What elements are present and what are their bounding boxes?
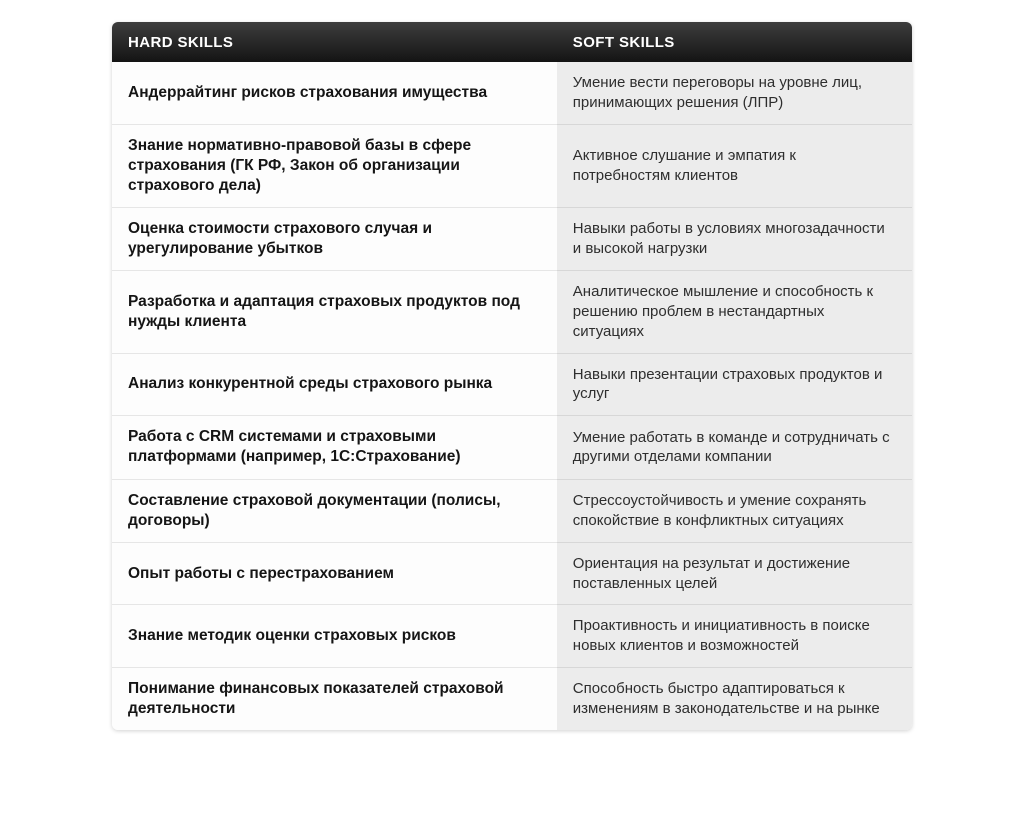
hard-skill-cell: Понимание финансовых показателей страховой деятельности	[112, 668, 557, 730]
soft-skills-column-header: SOFT SKILLS	[572, 33, 675, 51]
table-row	[112, 208, 912, 271]
table-header	[112, 22, 912, 62]
table-row	[112, 668, 912, 730]
table-body	[112, 62, 912, 730]
soft-skill-cell: Аналитическое мышление и способность к решению проблем в нестандартных ситуациях	[557, 271, 912, 353]
table-row	[112, 480, 912, 543]
hard-skill-cell: Опыт работы с перестрахованием	[112, 543, 557, 606]
hard-skill-cell: Андеррайтинг рисков страхования имущества	[112, 62, 557, 125]
soft-skill-cell: Ориентация на результат и достижение поставленных целей	[557, 543, 912, 606]
table-row	[112, 62, 912, 125]
hard-skill-cell: Знание методик оценки страховых рисков	[112, 605, 557, 668]
hard-skill-cell: Работа с CRM системами и страховыми платформами (например, 1С:Страхование)	[112, 416, 557, 479]
hard-skill-cell: Составление страховой документации (полисы, договоры)	[112, 480, 557, 543]
hard-skill-cell: Оценка стоимости страхового случая и урегулирование убытков	[112, 208, 557, 271]
soft-skill-cell: Навыки презентации страховых продуктов и услуг	[557, 354, 912, 417]
table-row	[112, 271, 912, 353]
hard-skill-cell: Анализ конкурентной среды страхового рынка	[112, 354, 557, 417]
soft-skill-cell: Умение вести переговоры на уровне лиц, принимающих решения (ЛПР)	[557, 62, 912, 125]
table-row	[112, 605, 912, 668]
table-row	[112, 543, 912, 606]
soft-skill-cell: Активное слушание и эмпатия к потребностям клиентов	[557, 125, 912, 208]
soft-skill-cell: Навыки работы в условиях многозадачности и высокой нагрузки	[557, 208, 912, 271]
table-row	[112, 354, 912, 417]
soft-skill-cell: Умение работать в команде и сотрудничать с другими отделами компании	[557, 416, 912, 479]
table-row	[112, 416, 912, 479]
hard-skill-cell: Знание нормативно-правовой базы в сфере страхования (ГК РФ, Закон об организации страхового дела)	[112, 125, 557, 208]
hard-skill-cell: Разработка и адаптация страховых продуктов под нужды клиента	[112, 271, 557, 353]
soft-skill-cell: Способность быстро адаптироваться к изменениям в законодательстве и на рынке	[557, 668, 912, 730]
soft-skill-cell: Проактивность и инициативность в поиске новых клиентов и возможностей	[557, 605, 912, 668]
hard-skills-column-header: HARD SKILLS	[128, 33, 234, 51]
table-row	[112, 125, 912, 208]
soft-skill-cell: Стрессоустойчивость и умение сохранять спокойствие в конфликтных ситуациях	[557, 480, 912, 543]
skills-comparison-table	[112, 22, 912, 730]
